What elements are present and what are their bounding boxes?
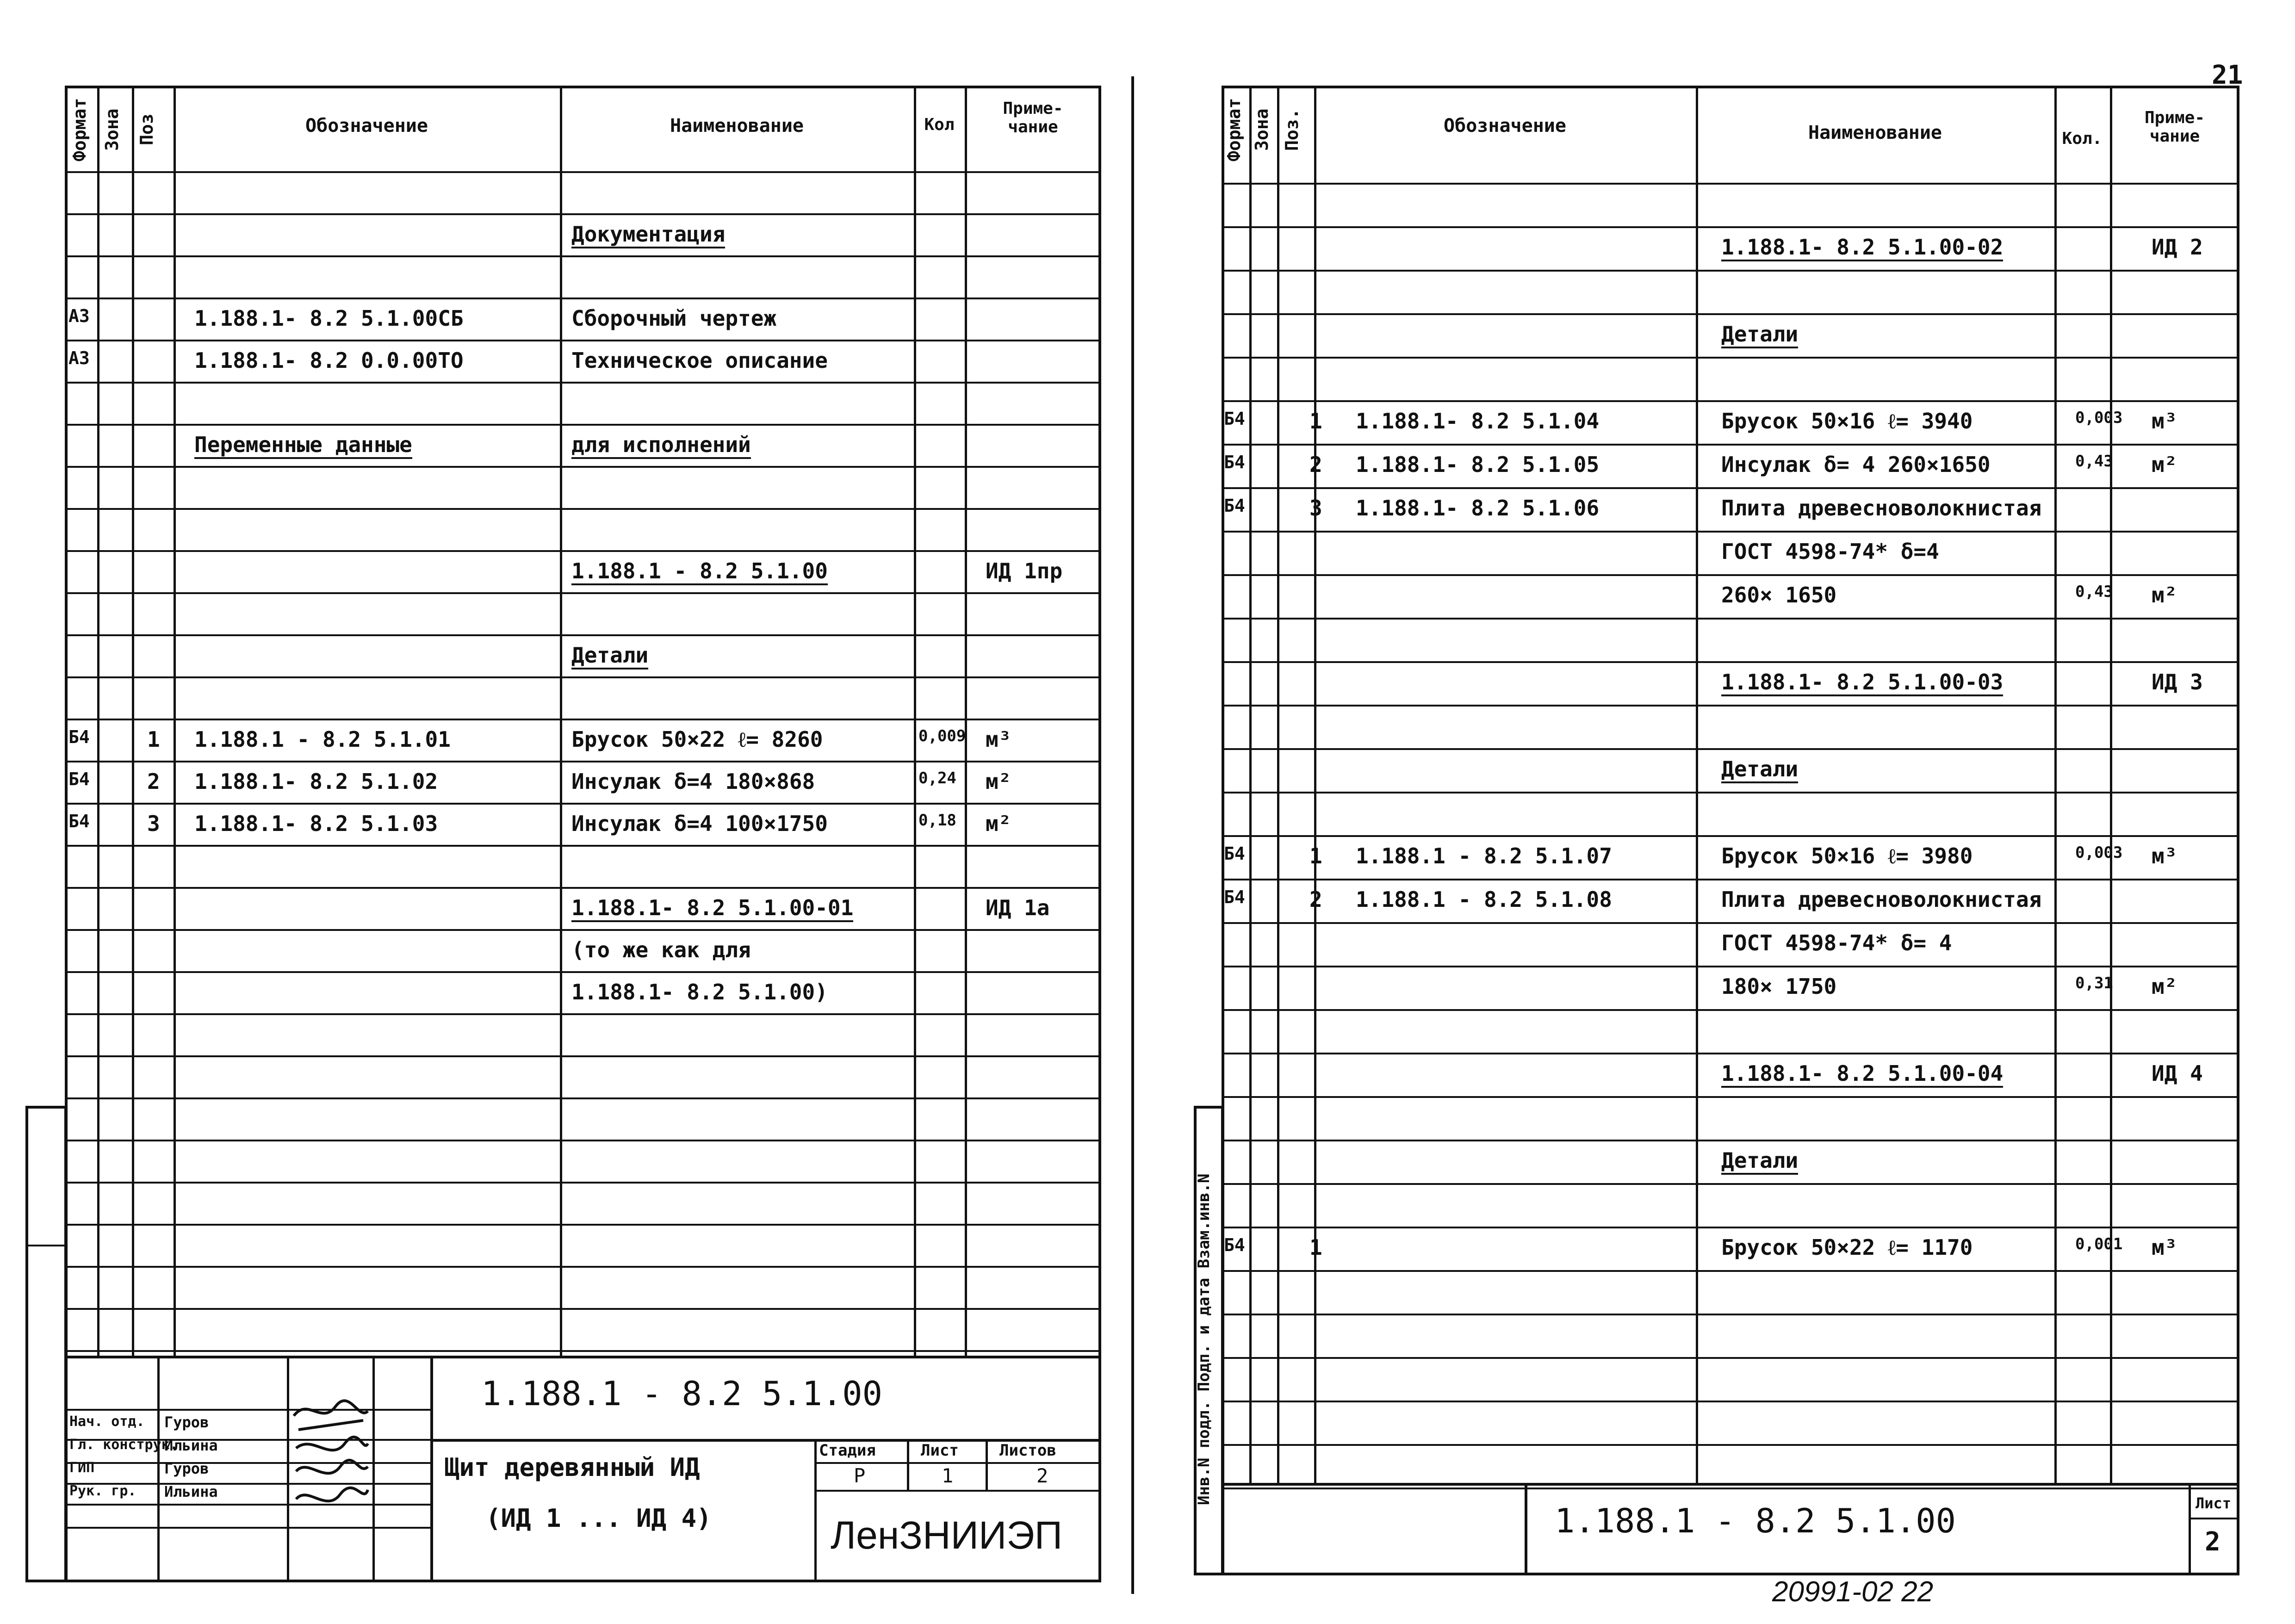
row-line (1222, 1488, 2239, 1489)
row-line (1222, 1096, 2239, 1098)
sheets-value: 2 (1036, 1464, 1048, 1487)
row-line (65, 1308, 1101, 1310)
note-cell: ИД 1пр (986, 558, 1063, 583)
row-line (1222, 1227, 2239, 1228)
designation-cell: 1.188.1- 8.2 5.1.04 (1356, 409, 1600, 434)
person-name: Ильина (164, 1437, 218, 1454)
name-cell: Брусок 50×22 ℓ= 1170 (1721, 1235, 1973, 1260)
row-line (1222, 357, 2239, 359)
name-cell: Плита древесноволокнистая (1721, 496, 2042, 521)
name-cell: Инсулак δ=4 180×868 (571, 769, 815, 794)
row-line (65, 1266, 1101, 1268)
name-cell: 260× 1650 (1721, 583, 1837, 607)
stage-value: Р (854, 1464, 866, 1487)
row-line (65, 340, 1101, 341)
note-cell: ИД 4 (2152, 1061, 2203, 1086)
header-qty-r: Кол. (2062, 129, 2103, 148)
note-cell: м³ (2152, 1235, 2177, 1260)
row-line (65, 929, 1101, 931)
row-line (1222, 487, 2239, 489)
pos-cell: 3 (147, 811, 160, 836)
format-cell: Б4 (1224, 496, 1245, 516)
row-line (1222, 879, 2239, 880)
name-cell: Детали (571, 643, 648, 669)
format-cell: А3 (68, 348, 90, 368)
qty-cell: 0,31 (2075, 974, 2113, 992)
row-line (1222, 270, 2239, 272)
name-cell: Техническое описание (571, 348, 828, 373)
row-line (1222, 1183, 2239, 1185)
pos-cell: 1 (1309, 843, 1322, 868)
row-line (1222, 618, 2239, 620)
format-cell: Б4 (68, 811, 90, 831)
note-cell: м² (986, 811, 1011, 836)
stage-label: Стадия (819, 1441, 876, 1460)
row-line (1222, 313, 2239, 315)
row-line (65, 424, 1101, 426)
title-line-2: (ИД 1 ... ИД 4) (486, 1504, 712, 1533)
note-cell: м² (2152, 583, 2177, 607)
left-sheet (0, 0, 1129, 1624)
name-cell: Инсулак δ= 4 260×1650 (1721, 452, 1991, 477)
name-cell: Инсулак δ=4 100×1750 (571, 811, 828, 836)
designation-cell: 1.188.1 - 8.2 5.1.08 (1356, 887, 1612, 912)
sheet-label-r: Лист (2196, 1494, 2232, 1512)
name-cell: для исполнений (571, 432, 751, 459)
row-line (65, 1350, 1101, 1352)
name-cell: Детали (1721, 756, 1798, 783)
qty-cell: 0,43 (2075, 583, 2113, 601)
right-frame (1222, 86, 2239, 1575)
organization: ЛенЗНИИЭП (831, 1513, 1063, 1557)
row-line (65, 1224, 1101, 1226)
row-line (65, 466, 1101, 468)
note-cell: м³ (2152, 409, 2177, 434)
name-cell: 180× 1750 (1721, 974, 1837, 999)
row-line (1222, 574, 2239, 576)
pos-cell: 2 (1309, 452, 1322, 477)
row-line (65, 845, 1101, 847)
qty-cell: 0,001 (2075, 1235, 2123, 1253)
row-line (65, 298, 1101, 299)
title-line-1: Щит деревянный ИД (444, 1453, 700, 1482)
qty-cell: 0,43 (2075, 452, 2113, 471)
name-cell: Брусок 50×22 ℓ= 8260 (571, 727, 823, 752)
name-cell: 1.188.1- 8.2 5.1.00-03 (1721, 669, 2003, 696)
name-cell: (то же как для (571, 937, 751, 962)
name-cell: 1.188.1- 8.2 5.1.00-02 (1721, 235, 2003, 261)
row-line (65, 887, 1101, 889)
row-line (1222, 1270, 2239, 1272)
row-line (65, 171, 1101, 173)
row-line (65, 255, 1101, 257)
row-line (1222, 1140, 2239, 1141)
row-line (1222, 400, 2239, 402)
row-line (1222, 444, 2239, 446)
row-line (1222, 531, 2239, 533)
note-cell: ИД 3 (2152, 669, 2203, 694)
note-cell: ИД 1а (986, 895, 1050, 920)
note-cell: м² (2152, 452, 2177, 477)
role-label: Гл. конструк. (69, 1437, 178, 1453)
format-cell: Б4 (1224, 409, 1245, 429)
header-name: Наименование (670, 115, 804, 136)
format-cell: Б4 (68, 769, 90, 789)
name-cell: 1.188.1- 8.2 5.1.00) (571, 979, 828, 1004)
designation-cell: 1.188.1- 8.2 5.1.00СБ (194, 306, 464, 331)
format-cell: Б4 (68, 727, 90, 747)
designation-cell: 1.188.1- 8.2 5.1.05 (1356, 452, 1600, 477)
row-line (1222, 1357, 2239, 1359)
designation-cell: 1.188.1- 8.2 0.0.00ТО (194, 348, 464, 373)
header-pos: Поз (136, 113, 157, 146)
qty-cell: 0,009 (918, 727, 966, 745)
sheet-value-r: 2 (2205, 1527, 2221, 1557)
format-cell: Б4 (1224, 887, 1245, 907)
role-label: ГИП (69, 1460, 95, 1476)
header-qty: Кол (924, 115, 955, 134)
note-cell: ИД 2 (2152, 235, 2203, 260)
pos-cell: 1 (1309, 1235, 1322, 1260)
format-cell: Б4 (1224, 452, 1245, 472)
qty-cell: 0,003 (2075, 843, 2123, 862)
note-cell: м³ (986, 727, 1011, 752)
name-cell: 1.188.1- 8.2 5.1.00-04 (1721, 1061, 2003, 1088)
row-line (65, 719, 1101, 720)
format-cell: Б4 (1224, 843, 1245, 864)
person-name: Гуров (164, 1460, 209, 1477)
row-line (65, 213, 1101, 215)
header-pos-r: Поз. (1282, 108, 1302, 151)
format-cell: Б4 (1224, 1235, 1245, 1255)
row-line (65, 676, 1101, 678)
sheet-value: 1 (942, 1464, 954, 1487)
person-name: Гуров (164, 1413, 209, 1431)
name-cell: ГОСТ 4598-74* δ=4 (1721, 539, 1939, 564)
sheet-label: Лист (921, 1441, 959, 1460)
name-cell: Плита древесноволокнистая (1721, 887, 2042, 912)
note-cell: м² (2152, 974, 2177, 999)
row-line (65, 508, 1101, 510)
row-line (1222, 748, 2239, 750)
row-line (1222, 1401, 2239, 1402)
row-line (1222, 226, 2239, 228)
row-line (1222, 1444, 2239, 1446)
name-cell: Сборочный чертеж (571, 306, 777, 331)
person-name: Ильина (164, 1483, 218, 1500)
qty-cell: 0,24 (918, 769, 956, 787)
designation-cell: 1.188.1 - 8.2 5.1.07 (1356, 843, 1612, 868)
left-stamp-strip (25, 1106, 67, 1582)
designation-cell: 1.188.1 - 8.2 5.1.01 (194, 727, 451, 752)
row-line (65, 1097, 1101, 1099)
header-format: Формат (69, 98, 90, 161)
archive-number: 20991-02 22 (1772, 1576, 1934, 1608)
row-line (65, 592, 1101, 594)
row-line (65, 1055, 1101, 1057)
designation-cell: 1.188.1- 8.2 5.1.03 (194, 811, 438, 836)
header-designation: Обозначение (305, 115, 428, 136)
row-line (65, 634, 1101, 636)
row-line (1222, 1009, 2239, 1011)
doc-number: 1.188.1 - 8.2 5.1.00 (481, 1374, 882, 1413)
name-cell: Детали (1721, 1148, 1798, 1175)
pos-cell: 1 (1309, 409, 1322, 434)
designation-cell: 1.188.1- 8.2 5.1.06 (1356, 496, 1600, 521)
row-line (1222, 183, 2239, 185)
row-line (65, 971, 1101, 973)
row-line (1222, 922, 2239, 924)
row-line (65, 1140, 1101, 1141)
name-cell: Брусок 50×16 ℓ= 3940 (1721, 409, 1973, 434)
note-cell: м³ (2152, 843, 2177, 868)
qty-cell: 0,18 (918, 811, 956, 830)
pos-cell: 2 (147, 769, 160, 794)
pos-cell: 3 (1309, 496, 1322, 521)
row-line (1222, 661, 2239, 663)
page-number: 21 (2212, 60, 2243, 90)
designation-cell: Переменные данные (194, 432, 412, 459)
row-line (65, 803, 1101, 805)
role-label: Рук. гр. (69, 1483, 136, 1499)
signatures (289, 1397, 372, 1531)
name-cell: Детали (1721, 322, 1798, 348)
qty-cell: 0,003 (2075, 409, 2123, 427)
row-line (1222, 1053, 2239, 1054)
format-cell: А3 (68, 306, 90, 326)
side-stamp-text: Инв.N подл. Подп. и дата Взам.инв.N (1195, 1173, 1213, 1506)
right-sheet (1129, 0, 2295, 1624)
row-line (65, 1182, 1101, 1184)
pos-cell: 2 (1309, 887, 1322, 912)
row-line (1222, 835, 2239, 837)
header-note: Приме- чание (1003, 99, 1063, 136)
name-cell: Брусок 50×16 ℓ= 3980 (1721, 843, 1973, 868)
pos-cell: 1 (147, 727, 160, 752)
name-cell: Документация (571, 222, 725, 248)
header-name-r: Наименование (1808, 122, 1942, 143)
header-zone: Зона (102, 108, 122, 151)
name-cell: 1.188.1 - 8.2 5.1.00 (571, 558, 828, 585)
row-line (1222, 966, 2239, 967)
row-line (1222, 1314, 2239, 1315)
row-line (65, 382, 1101, 384)
header-zone-r: Зона (1252, 108, 1272, 151)
note-cell: м² (986, 769, 1011, 794)
row-line (65, 761, 1101, 762)
row-line (65, 550, 1101, 552)
sheets-label: Листов (999, 1441, 1056, 1460)
name-cell: ГОСТ 4598-74* δ= 4 (1721, 930, 1952, 955)
designation-cell: 1.188.1- 8.2 5.1.02 (194, 769, 438, 794)
doc-number-r: 1.188.1 - 8.2 5.1.00 (1555, 1501, 1956, 1540)
row-line (1222, 705, 2239, 707)
header-designation-r: Обозначение (1444, 115, 1566, 136)
role-label: Нач. отд. (69, 1413, 145, 1430)
header-format-r: Формат (1224, 98, 1244, 161)
row-line (1222, 792, 2239, 793)
header-note-r: Приме- чание (2144, 108, 2205, 146)
name-cell: 1.188.1- 8.2 5.1.00-01 (571, 895, 853, 922)
row-line (65, 1013, 1101, 1015)
